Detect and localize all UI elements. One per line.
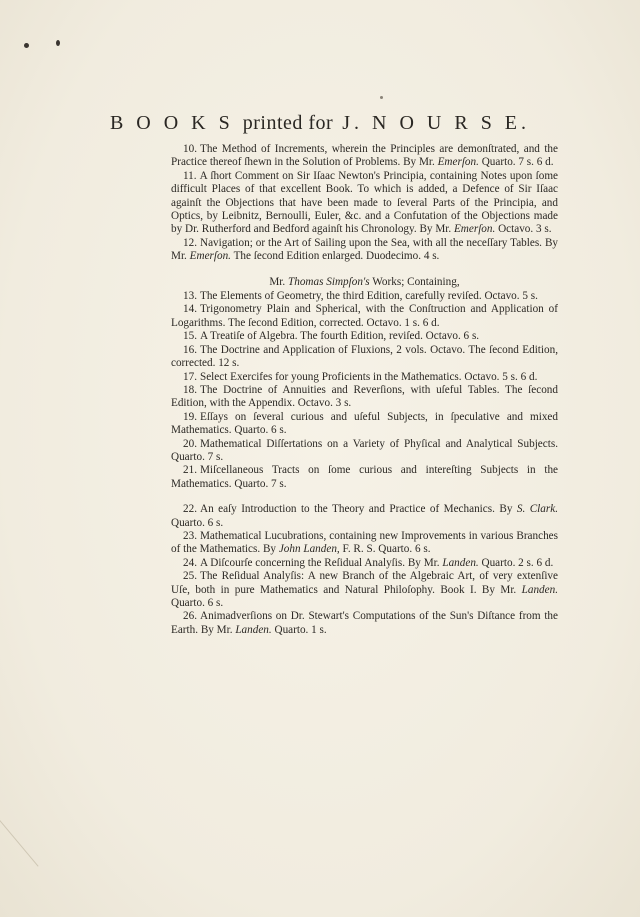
entry-text: Mathematical Diſſertations on a Variety of Phyſical and Analytical Subjects. Quarto. 7 s. [171, 437, 558, 463]
header-books: B O O K S [109, 112, 234, 134]
entry-number: 11. [183, 169, 197, 182]
entry-author: Emerſon. [189, 250, 231, 263]
entry-author: Landen. [442, 556, 479, 569]
entry-text: The Reſidual Analyſis: A new Branch of the Algebraic Art, of very extenſive Uſe, both in pure Mathematics and Natural Philoſophy. Book I. By Mr. [171, 570, 558, 596]
entry-text: Animadverſions on Dr. Stewart's Computations of the Sun's Diſtance from the Earth. By Mr. [171, 610, 558, 636]
book-entry [171, 530, 558, 557]
book-entry [171, 411, 558, 438]
entry-text: A Diſcourſe concerning the Reſidual Analyſis. By Mr. [199, 556, 443, 569]
spacer [171, 491, 558, 503]
entry-text: Navigation; or the Art of Sailing upon the Sea, with all the neceſſary Tables. By Mr. [171, 236, 558, 263]
entry-author: Emerſon. [453, 223, 496, 236]
entry-author: Landen. [521, 583, 558, 596]
book-entry [171, 557, 558, 570]
entry-text: An eaſy Introduction to the Theory and Practice of Mechanics. By [199, 503, 517, 516]
simpson-heading [171, 276, 558, 289]
entry-number: 15. [183, 330, 197, 343]
entry-text: The Doctrine and Application of Fluxions, 2 vols. Octavo. The ſecond Edition, corrected. 12 s. [171, 343, 558, 370]
entry-number: 20. [183, 437, 197, 450]
page-header [0, 112, 640, 135]
book-entry [171, 438, 558, 465]
entry-text: A Treatiſe of Algebra. The fourth Edition, reviſed. Octavo. 6 s. [199, 330, 480, 343]
entry-number: 21. [183, 464, 197, 477]
entry-author: Emerſon. [437, 156, 479, 169]
entry-price: The ſecond Edition enlarged. Duodecimo. 4 s. [230, 250, 440, 263]
section-others [171, 503, 558, 637]
entry-price: Quarto. 6 s. [171, 597, 224, 609]
book-entry [171, 570, 558, 610]
ink-spot [24, 43, 29, 48]
book-entry [171, 143, 558, 170]
entry-price: Quarto. 6 s. [171, 516, 224, 529]
entry-author: John Landen, [278, 543, 340, 556]
book-entry [171, 384, 558, 411]
entry-number: 14. [183, 303, 197, 316]
entry-text: The Doctrine of Annuities and Reverſions, with uſeful Tables. The ſecond Edition, with the Appendix. Octavo. 3 s. [171, 383, 558, 410]
book-entry [171, 344, 558, 371]
entry-number: 17. [183, 370, 197, 383]
book-entry [171, 290, 558, 303]
simpson-heading-post: Works; Containing, [369, 275, 460, 288]
book-entry [171, 464, 558, 491]
entry-price: F. R. S. Quarto. 6 s. [339, 543, 431, 556]
entry-text: Select Exercifes for young Proficients in the Mathematics. Octavo. 5 s. 6 d. [199, 370, 538, 383]
simpson-heading-name: Thomas Simpſon's [288, 275, 370, 288]
entry-text: Trigonometry Plain and Spherical, with the Conſtruction and Application of Logarithms. The ſecond Edition, corrected. Octavo. 1 s. 6 d. [171, 303, 558, 329]
book-list [171, 143, 558, 637]
entry-number: 19. [183, 410, 197, 423]
section-simpson [171, 290, 558, 491]
page-crease [0, 820, 39, 867]
book-entry [171, 170, 558, 237]
entry-price: Quarto. 7 s. 6 d. [478, 156, 554, 169]
entry-price: Quarto. 2 s. 6 d. [478, 556, 554, 569]
entry-number: 18. [183, 383, 197, 396]
entry-number: 26. [183, 610, 197, 623]
entry-text: A ſhort Comment on Sir Iſaac Newton's Principia, containing Notes upon ſome difficult Places of that excellent Book. To which is added, a Defence of Sir Iſaac againſt the Objections that have been made to ſeveral Parts of the Principia, and Optics, by Leibnitz, Bernoulli, Euler, &c. and a Confutation of the Objections made by Dr. Rutherford and Bedford againſt his Chronology. By Mr. [171, 169, 558, 236]
header-printed: printed for [242, 112, 334, 134]
book-entry [171, 330, 558, 343]
spacer [171, 264, 558, 276]
entry-price: Octavo. 3 s. [495, 223, 552, 236]
entry-number: 12. [183, 236, 197, 249]
header-publisher: J. N O U R S E. [342, 112, 531, 134]
simpson-heading-pre: Mr. [269, 275, 289, 288]
book-entry [171, 503, 558, 530]
book-entry [171, 371, 558, 384]
book-entry [171, 610, 558, 637]
entry-number: 22. [183, 503, 197, 516]
entry-text: The Elements of Geometry, the third Edition, carefully reviſed. Octavo. 5 s. [199, 290, 538, 303]
entry-author: S. Clark. [516, 503, 558, 516]
entry-price: Quarto. 1 s. [271, 623, 327, 636]
entry-author: Landen. [235, 623, 272, 636]
section-emerson [171, 143, 558, 264]
book-entry [171, 237, 558, 264]
entry-number: 13. [183, 290, 197, 303]
entry-text: The Method of Increments, wherein the Principles are demonſtrated, and the Practice thereof ſhewn in the Solution of Problems. By Mr. [171, 143, 558, 169]
ink-spot [380, 96, 383, 99]
book-entry [171, 303, 558, 330]
entry-number: 23. [183, 529, 197, 542]
entry-text: Miſcellaneous Tracts on ſome curious and intereſting Subjects in the Mathematics. Quarto. 7 s. [171, 464, 558, 490]
entry-text: Mathematical Lucubrations, containing new Improvements in various Branches of the Mathematics. By [171, 529, 558, 556]
entry-text: Eſſays on ſeveral curious and uſeful Subjects, in ſpeculative and mixed Mathematics. Quarto. 6 s. [171, 410, 558, 437]
ink-spot [56, 40, 60, 46]
entry-number: 25. [183, 570, 197, 583]
entry-number: 24. [183, 556, 197, 569]
entry-number: 16. [183, 343, 197, 356]
entry-number: 10. [183, 143, 197, 155]
